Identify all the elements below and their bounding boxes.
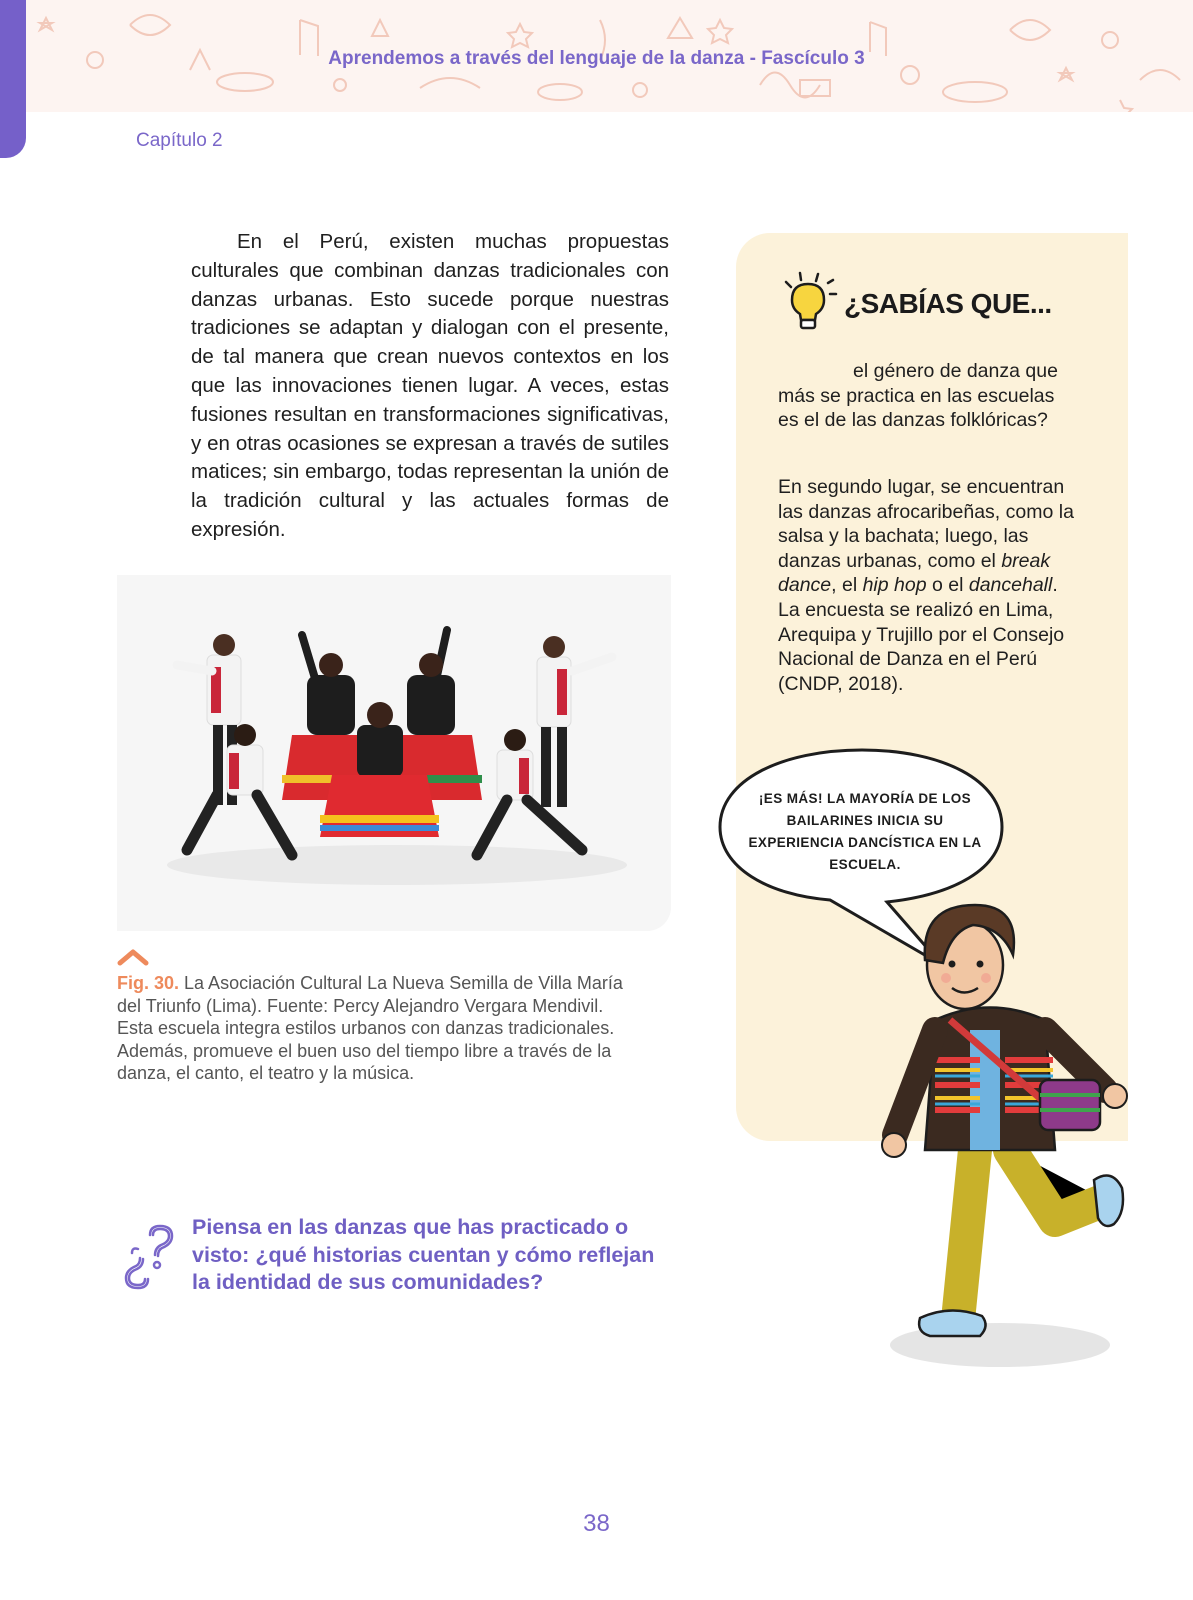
boy-character-illustration (880, 900, 1160, 1385)
question-marks-icon (124, 1223, 178, 1296)
page-number: 38 (583, 1510, 610, 1537)
did-you-know-question-text: el género de danza que más se practica en las escuelas es el de las danzas folklóricas? (778, 360, 1058, 432)
term-dancehall: dancehall (968, 574, 1053, 597)
figure-label: Fig. 30. (117, 973, 180, 993)
survey-text-part: , el (831, 574, 863, 597)
intro-paragraph: En el Perú, existen muchas propuestas culturales que combinan danzas tradicionales con danzas urbanas. Esto sucede porque nuestras tradiciones se adaptan y dialogan con el presente, de tal manera que crean nuevos contextos en los que las innovaciones tienen lugar. A veces, estas fusiones resultan en transformaciones significativas, y en otras ocasiones se expresan a través de sutiles matices; sin embargo, todas representan la unión de la tradición cultural y las actuales formas de expresión. (191, 230, 669, 541)
dancers-photo (117, 575, 671, 931)
speech-bubble-text: ¡ES MÁS! LA MAYORÍA DE LOS BAILARINES INICIA SU EXPERIENCIA DANCÍSTICA EN LA ESCUELA. (748, 791, 982, 872)
chapter-label: Capítulo 2 (136, 130, 223, 151)
survey-text-part: En segundo lugar, se encuentran las danzas afrocaribeñas, como la salsa y la bachata; luego, las danzas urbanas, como el (778, 476, 1074, 572)
chevron-up-icon (116, 947, 150, 972)
survey-text-part: . La encuesta se realizó en Lima, Arequipa y Trujillo por el Consejo Nacional de Danza en el Perú (CNDP, 2018). (778, 574, 1065, 695)
survey-text-part: o el (926, 574, 969, 597)
chapter-color-tab (0, 0, 26, 158)
fascicle-title: Aprendemos a través del lenguaje de la danza - Fascículo 3 (328, 48, 865, 69)
reflection-question: Piensa en las danzas que has practicado o visto: ¿qué historias cuentan y cómo reflejan la identidad de sus comunidades? (192, 1215, 655, 1294)
figure-caption (117, 972, 642, 1085)
lightbulb-icon (778, 270, 840, 337)
did-you-know-question (778, 359, 1078, 433)
did-you-know-title: ¿SABÍAS QUE... (844, 288, 1052, 319)
term-hip-hop: hip hop (862, 574, 927, 597)
did-you-know-survey (778, 475, 1078, 696)
term-break-dance: break dance (778, 549, 1051, 597)
figure-caption-text: La Asociación Cultural La Nueva Semilla de Villa María del Triunfo (Lima). Fuente: Percy Alejandro Vergara Mendivil. Esta escuela integra estilos urbanos con danzas tradicionales. Además, promueve el buen uso del tiempo libre a través de la danza, el canto, el teatro y la música. (117, 973, 623, 1084)
